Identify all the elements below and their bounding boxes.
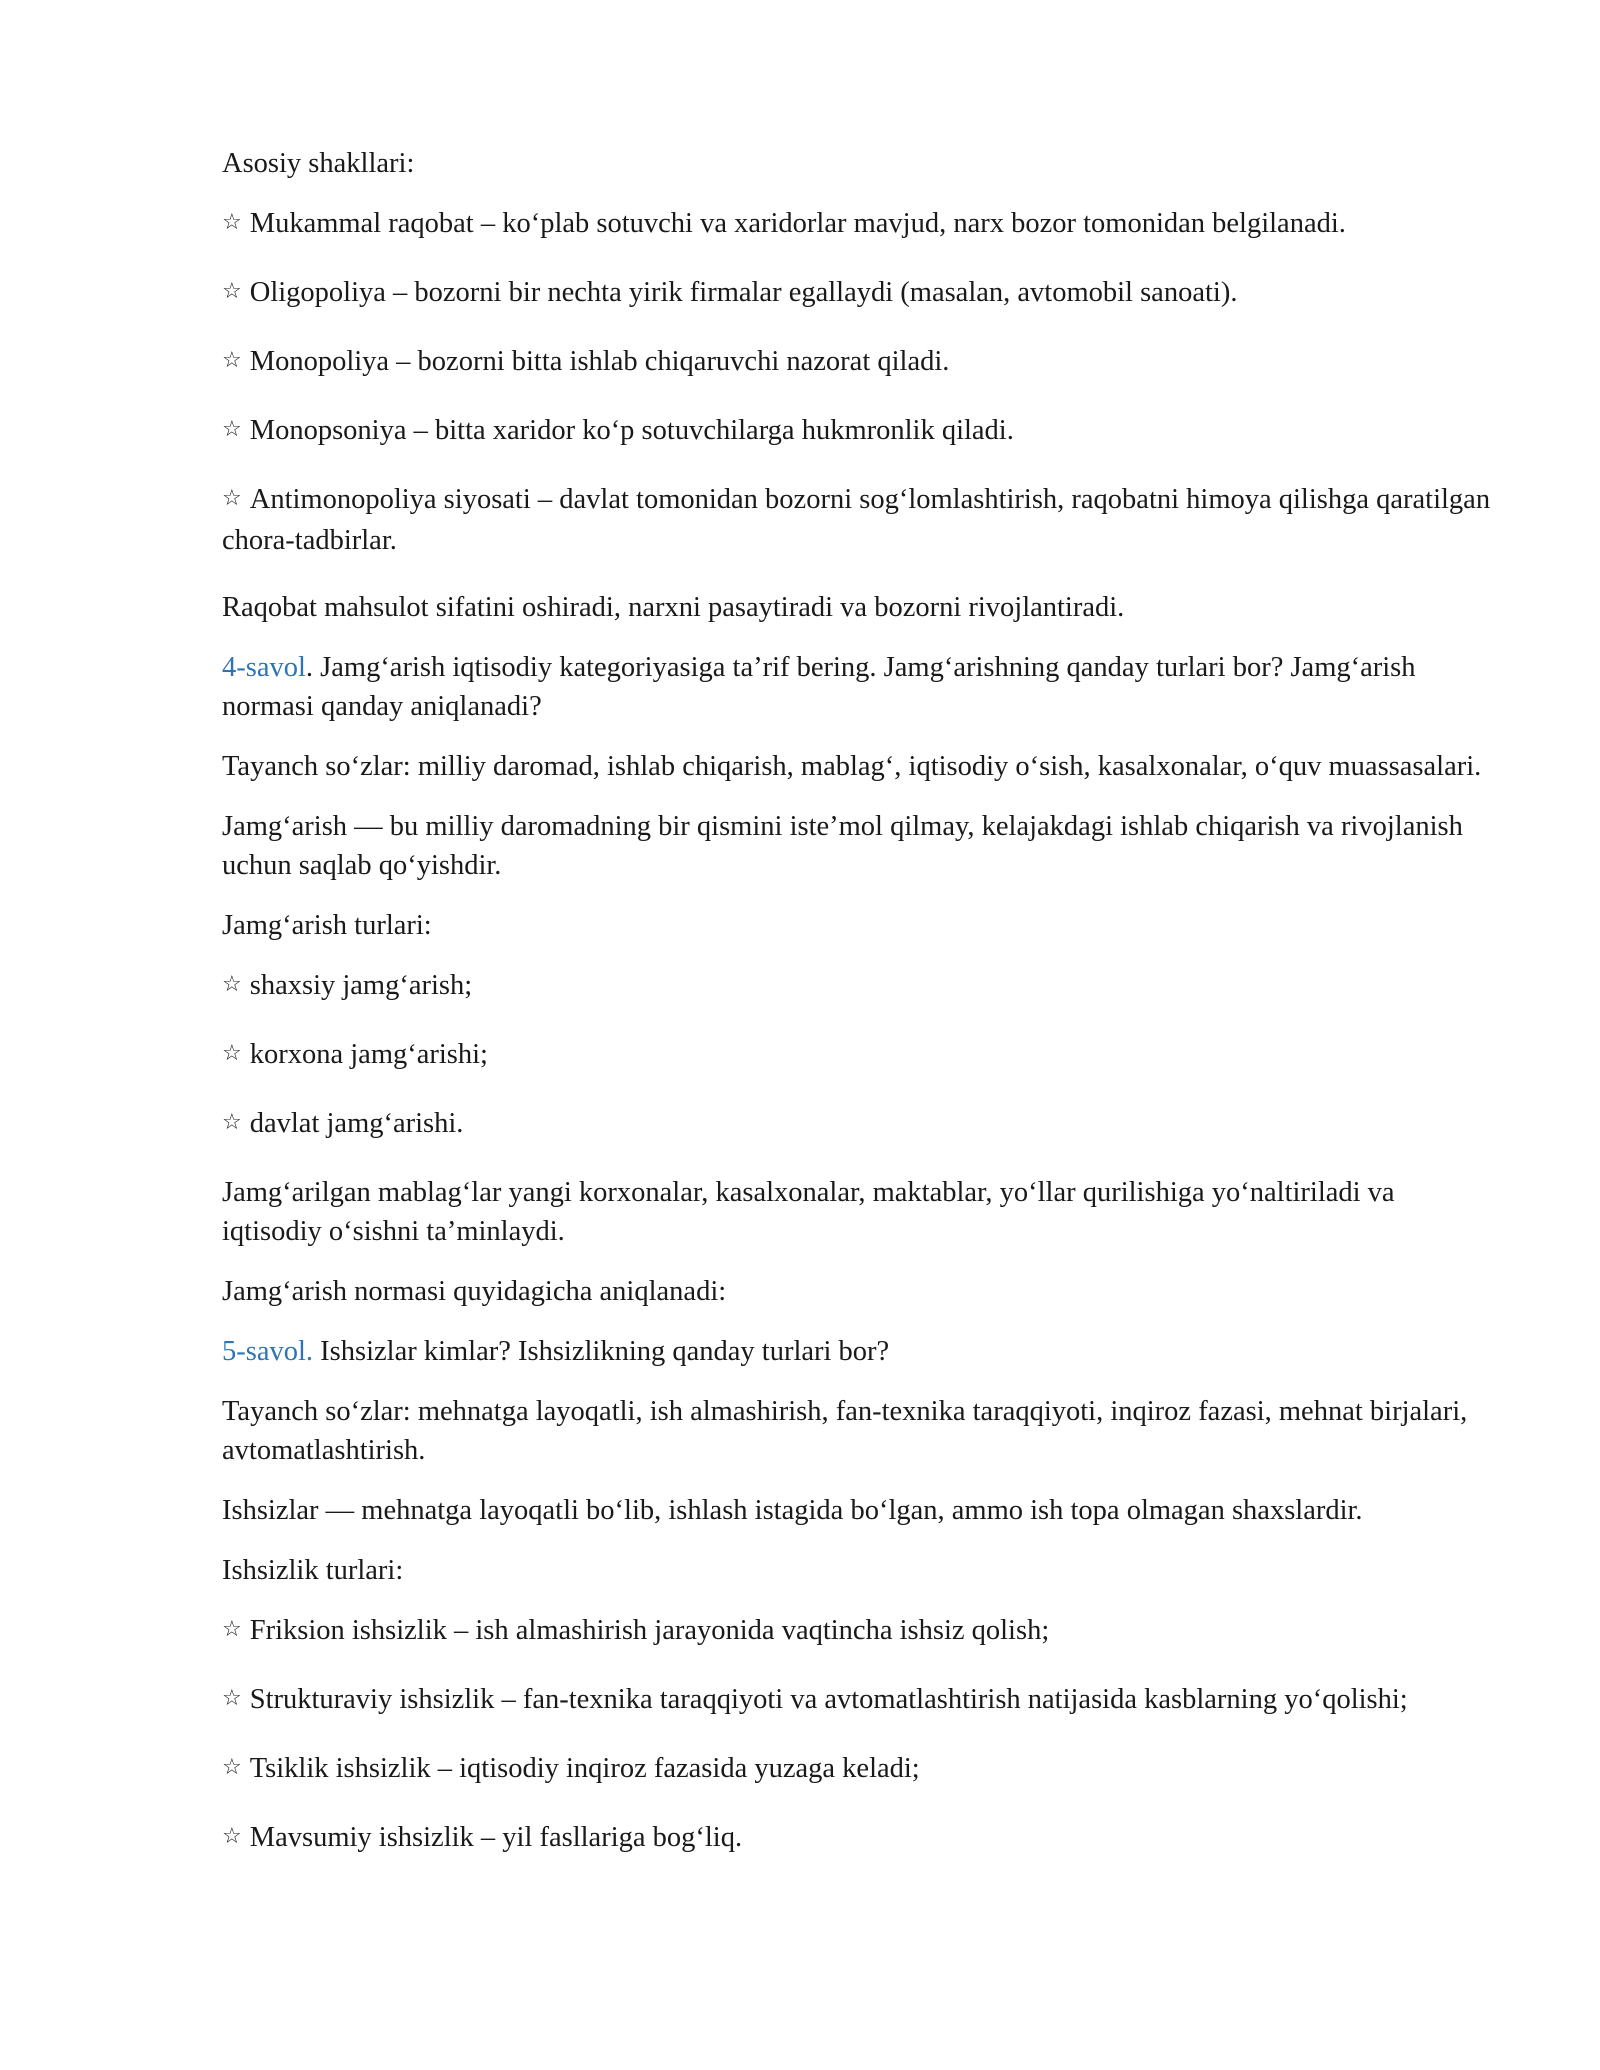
bullet-text: Oligopoliya – bozorni bir nechta yirik firmalar egallaydi (masalan, avtomobil sanoati). [249,277,1238,308]
paragraph: Ishsizlar — mehnatga layoqatli bo‘lib, ishlash istagida bo‘lgan, ammo ish topa olmagan shaxslardir. [222,1495,1363,1526]
paragraph: Jamg‘arish — bu milliy daromadning bir qismini iste’mol qilmay, kelajakdagi ishlab chiqarish va rivojlanish uchun saqlab qo‘yishdir. [222,811,1463,881]
paragraph: Tayanch so‘zlar: mehnatga layoqatli, ish almashirish, fan-texnika taraqqiyoti, inqiroz fazasi, mehnat birjalari, avtomatlashtirish. [222,1396,1468,1466]
paragraph: Jamg‘arish turlari: [222,910,432,941]
bullet-item [222,1818,1492,1859]
document-body [222,144,1492,1887]
bullet-item [222,204,1492,245]
question-label: 4-savol [222,652,306,683]
bullet-item [222,1680,1492,1721]
star-bullet-icon: ☆ [222,486,242,511]
bullet-item [222,1035,1492,1076]
paragraph: Asosiy shakllari: [222,148,415,179]
star-bullet-icon: ☆ [222,348,242,373]
bullet-text: davlat jamg‘arishi. [249,1108,464,1139]
star-bullet-icon: ☆ [222,1755,242,1780]
question-text: Ishsizlar kimlar? Ishsizlikning qanday turlari bor? [313,1336,890,1367]
star-bullet-icon: ☆ [222,1824,242,1849]
star-bullet-icon: ☆ [222,210,242,235]
star-bullet-icon: ☆ [222,1041,242,1066]
bullet-text: Mukammal raqobat – ko‘plab sotuvchi va xaridorlar mavjud, narx bozor tomonidan belgilanadi. [249,208,1346,239]
bullet-text: Mavsumiy ishsizlik – yil fasllariga bog‘liq. [249,1822,743,1853]
bullet-item [222,342,1492,383]
star-bullet-icon: ☆ [222,417,242,442]
bullet-item [222,1104,1492,1145]
question-heading [222,648,1492,726]
bullet-text: Friksion ishsizlik – ish almashirish jarayonida vaqtincha ishsiz qolish; [249,1615,1050,1646]
bullet-text: Strukturaviy ishsizlik – fan-texnika taraqqiyoti va avtomatlashtirish natijasida kasblarning yo‘qolishi; [249,1684,1408,1715]
paragraph: Ishsizlik turlari: [222,1555,404,1586]
question-heading [222,1332,1492,1371]
question-label: 5-savol. [222,1336,314,1367]
question-text: . Jamg‘arish iqtisodiy kategoriyasiga ta’rif bering. Jamg‘arishning qanday turlari bor? Jamg‘arish normasi qanday aniqlanadi? [222,652,1416,722]
star-bullet-icon: ☆ [222,1110,242,1135]
star-bullet-icon: ☆ [222,279,242,304]
star-bullet-icon: ☆ [222,1686,242,1711]
paragraph: Raqobat mahsulot sifatini oshiradi, narxni pasaytiradi va bozorni rivojlantiradi. [222,592,1125,623]
bullet-text: shaxsiy jamg‘arish; [249,970,473,1001]
bullet-item [222,1611,1492,1652]
paragraph: Jamg‘arilgan mablag‘lar yangi korxonalar, kasalxonalar, maktablar, yo‘llar qurilishiga yo‘naltiriladi va iqtisodiy o‘sishni ta’minlaydi. [222,1177,1395,1247]
bullet-item [222,480,1492,560]
bullet-item [222,411,1492,452]
bullet-item [222,273,1492,314]
bullet-item [222,966,1492,1007]
paragraph: Jamg‘arish normasi quyidagicha aniqlanadi: [222,1276,727,1307]
bullet-text: korxona jamg‘arishi; [249,1039,488,1070]
bullet-text: Antimonopoliya siyosati – davlat tomonidan bozorni sog‘lomlashtirish, raqobatni himoya qilishga qaratilgan chora-tadbirlar. [222,484,1491,556]
bullet-text: Tsiklik ishsizlik – iqtisodiy inqiroz fazasida yuzaga keladi; [249,1753,920,1784]
paragraph: Tayanch so‘zlar: milliy daromad, ishlab chiqarish, mablag‘, iqtisodiy o‘sish, kasalxonalar, o‘quv muassasalari. [222,751,1482,782]
star-bullet-icon: ☆ [222,972,242,997]
bullet-text: Monopoliya – bozorni bitta ishlab chiqaruvchi nazorat qiladi. [249,346,950,377]
star-bullet-icon: ☆ [222,1617,242,1642]
bullet-text: Monopsoniya – bitta xaridor ko‘p sotuvchilarga hukmronlik qiladi. [249,415,1014,446]
bullet-item [222,1749,1492,1790]
